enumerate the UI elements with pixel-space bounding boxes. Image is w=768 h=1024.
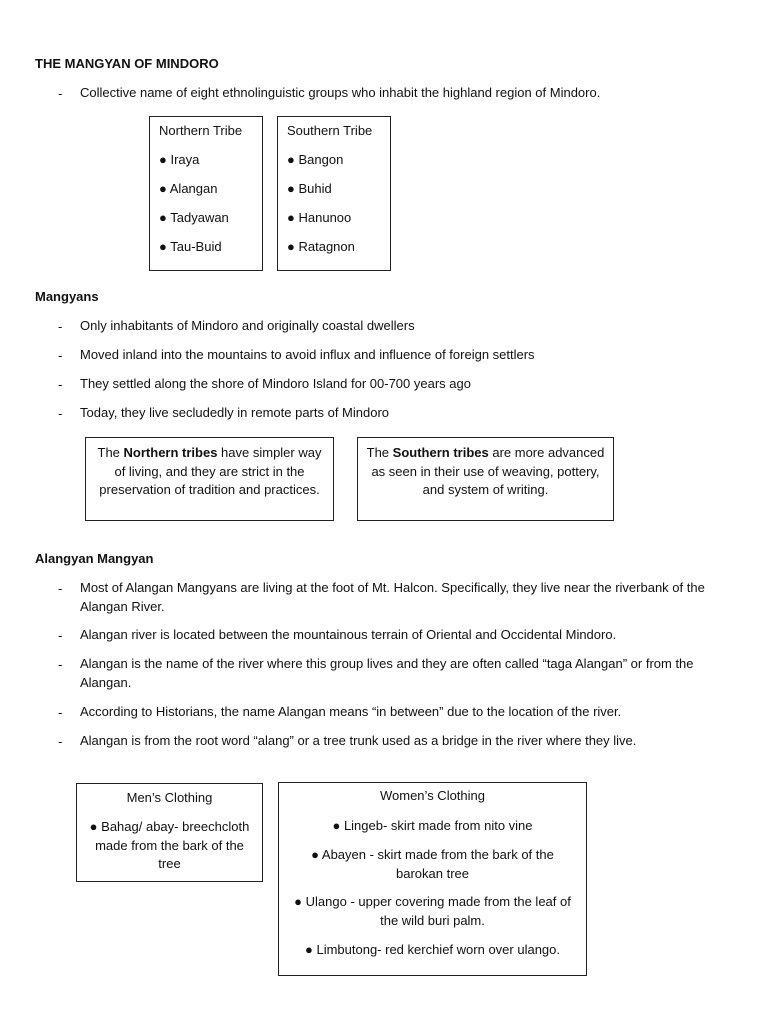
northern-tribe-item: ● Tadyawan [159, 210, 229, 225]
bullet-icon: ● [89, 819, 98, 834]
bullet-dash: - [58, 406, 63, 421]
bullet-icon: ● [287, 210, 295, 225]
bullet-dash: - [58, 319, 63, 334]
bullet-dash: - [58, 377, 63, 392]
womens-clothing-box [278, 782, 587, 976]
bullet-icon: ● [287, 239, 295, 254]
alangyan-bullet-text: Most of Alangan Mangyans are living at the foot of Mt. Halcon. Specifically, they live near the riverbank of the Alangan River. [80, 580, 705, 614]
southern-tribes-note: The Southern tribes are more advanced as seen in their use of weaving, pottery, and system of writing. [357, 437, 614, 521]
southern-tribe-item: ● Ratagnon [287, 239, 355, 254]
mangyans-bullet-text: Only inhabitants of Mindoro and originally coastal dwellers [80, 318, 415, 333]
southern-tribe-box [277, 116, 391, 271]
bullet-icon: ● [311, 847, 319, 862]
bullet-dash: - [58, 734, 63, 749]
bullet-dash: - [58, 657, 63, 672]
northern-tribe-item: ● Iraya [159, 152, 200, 167]
northern-tribe-box [149, 116, 263, 271]
womens-clothing-title: Women’s Clothing [379, 788, 485, 803]
intro-bullet-text: Collective name of eight ethnolinguistic groups who inhabit the highland region of Mindoro. [80, 85, 601, 100]
womens-clothing-item: ● Lingeb- skirt made from nito vine [332, 818, 533, 833]
womens-clothing-item: ● Abayen - skirt made from the bark of the barokan tree [311, 847, 554, 881]
womens-clothing-item: ● Limbutong- red kerchief worn over ulango. [304, 942, 560, 957]
mangyans-bullet-text: Moved inland into the mountains to avoid influx and influence of foreign settlers [80, 347, 535, 362]
southern-tribe-item: ● Hanunoo [287, 210, 352, 225]
southern-tribes-emphasis: Southern tribes [392, 445, 489, 460]
bullet-icon: ● [332, 818, 341, 833]
southern-tribe-item: ● Bangon [287, 152, 344, 167]
mens-clothing-item: ● Bahag/ abay- breechcloth made from the bark of the tree [89, 819, 250, 871]
bullet-icon: ● [159, 210, 167, 225]
bullet-icon: ● [287, 152, 295, 167]
bullet-dash: - [58, 348, 63, 363]
alangyan-bullet-text: Alangan river is located between the mountainous terrain of Oriental and Occidental Mindoro. [80, 627, 617, 642]
bullet-icon: ● [159, 181, 167, 196]
bullet-dash: - [58, 705, 63, 720]
northern-tribe-title: Northern Tribe [159, 123, 243, 138]
southern-tribe-title: Southern Tribe [287, 123, 373, 138]
section-heading-mangyans: Mangyans [35, 289, 99, 304]
section-heading-alangyan: Alangyan Mangyan [35, 551, 154, 566]
bullet-dash: - [58, 581, 63, 596]
alangyan-bullet-text: Alangan is from the root word “alang” or a tree trunk used as a bridge in the river where they live. [80, 733, 637, 748]
bullet-dash: - [58, 628, 63, 643]
northern-tribes-note: The Northern tribes have simpler way of living, and they are strict in the preservation of tradition and practices. [85, 437, 334, 521]
womens-clothing-item: ● Ulango - upper covering made from the leaf of the wild buri palm. [294, 894, 571, 928]
southern-tribe-item: ● Buhid [287, 181, 332, 196]
bullet-dash: - [58, 86, 63, 101]
mens-clothing-title: Men’s Clothing [126, 790, 213, 805]
page-title: THE MANGYAN OF MINDORO [35, 56, 219, 71]
northern-tribes-emphasis: Northern tribes [123, 445, 218, 460]
northern-tribe-item: ● Tau-Buid [159, 239, 222, 254]
bullet-icon: ● [287, 181, 295, 196]
bullet-icon: ● [304, 942, 313, 957]
bullet-icon: ● [159, 152, 167, 167]
bullet-icon: ● [159, 239, 167, 254]
bullet-icon: ● [294, 894, 303, 909]
mens-clothing-box [76, 783, 263, 882]
northern-tribe-item: ● Alangan [159, 181, 218, 196]
mangyans-bullet-text: They settled along the shore of Mindoro Island for 00-700 years ago [80, 376, 471, 391]
alangyan-bullet-text: According to Historians, the name Alangan means “in between” due to the location of the river. [80, 704, 622, 719]
mangyans-bullet-text: Today, they live secludedly in remote parts of Mindoro [80, 405, 390, 420]
alangyan-bullet-text: Alangan is the name of the river where this group lives and they are often called “taga Alangan” or from the Alangan. [80, 656, 694, 690]
